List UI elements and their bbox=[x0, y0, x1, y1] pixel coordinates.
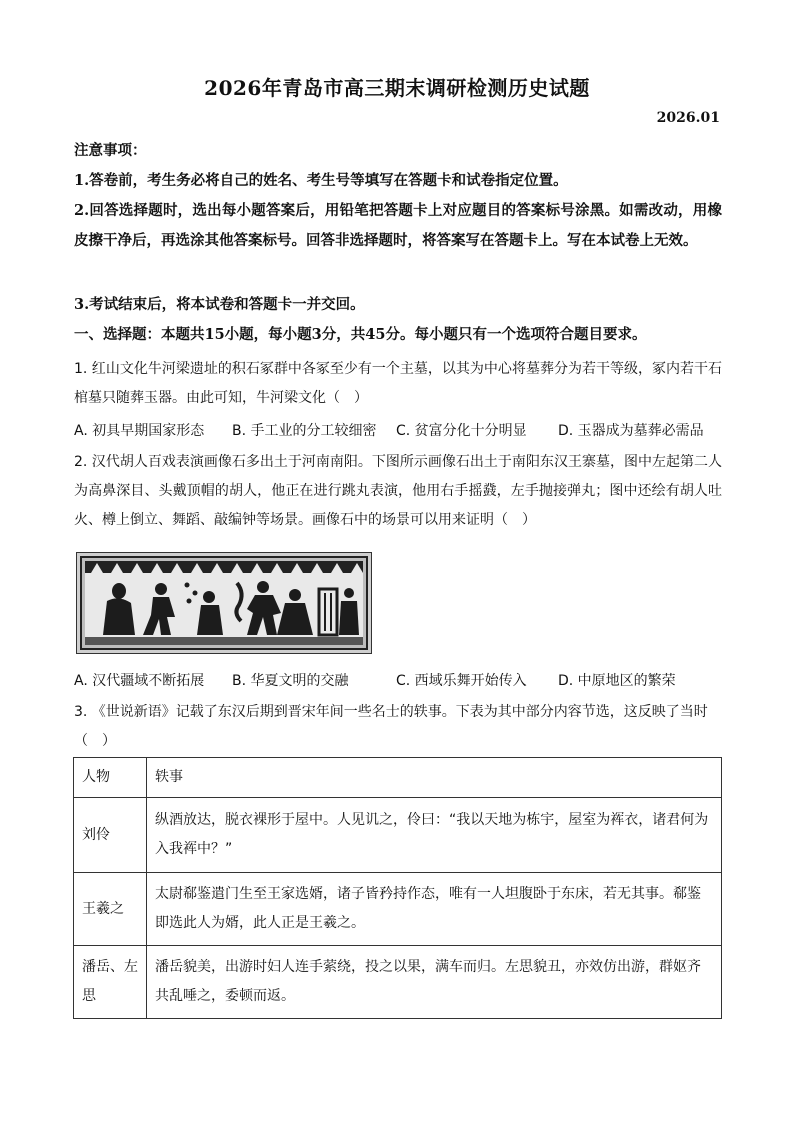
exam-title: 2026年青岛市高三期末调研检测历史试题 bbox=[204, 76, 590, 100]
table-header-person: 人物 bbox=[74, 758, 147, 798]
question-3-stem: 3. 《世说新语》记载了东汉后期到晋宋年间一些名士的轶事。下表为其中部分内容节选，这反映了当时（ ） bbox=[74, 704, 708, 749]
notice-item-2: 2.回答选择题时，选出每小题答案后，用铅笔把答题卡上对应题目的答案标号涂黑。如需改动，用橡皮擦干净后，再选涂其他答案标号。回答非选择题时，将答案写在答题卡上。写在本试卷上无效。 bbox=[74, 202, 722, 249]
question-2-options bbox=[74, 670, 722, 698]
option-b: B. 华夏文明的交融 bbox=[232, 673, 349, 689]
notice-heading: 注意事项： bbox=[74, 142, 147, 159]
table-cell-person: 潘岳、左思 bbox=[74, 946, 147, 1019]
table-cell-person: 刘伶 bbox=[74, 798, 147, 873]
option-c: C. 贫富分化十分明显 bbox=[396, 423, 527, 439]
question-1-stem: 1. 红山文化牛河梁遗址的积石冢群中各冢至少有一个主墓，以其为中心将墓葬分为若干等级，冢内若干石棺墓只随葬玉器。由此可知，牛河梁文化（ ） bbox=[74, 361, 722, 406]
option-b: B. 手工业的分工较细密 bbox=[232, 423, 377, 439]
table-cell-anecdote: 太尉郗鉴遣门生至王家选婿，诸子皆矜持作态，唯有一人坦腹卧于东床，若无其事。郗鉴即选此人为婿，此人正是王羲之。 bbox=[147, 873, 722, 946]
stone-relief-illustration bbox=[77, 553, 371, 653]
notice-item-3: 3.考试结束后，将本试卷和答题卡一并交回。 bbox=[74, 296, 365, 313]
option-d: D. 玉器成为墓葬必需品 bbox=[558, 423, 704, 439]
option-d: D. 中原地区的繁荣 bbox=[558, 673, 676, 689]
exam-date: 2026.01 bbox=[656, 110, 720, 126]
option-a: A. 初具早期国家形态 bbox=[74, 423, 205, 439]
table-cell-person: 王羲之 bbox=[74, 873, 147, 946]
option-c: C. 西域乐舞开始传入 bbox=[396, 673, 527, 689]
question-1-options bbox=[74, 420, 722, 448]
notice-item-1: 1.答卷前，考生务必将自己的姓名、考生号等填写在答题卡和试卷指定位置。 bbox=[74, 172, 568, 189]
table-cell-anecdote: 纵酒放达，脱衣裸形于屋中。人见讥之，伶曰：“我以天地为栋宇，屋室为裈衣，诸君何为入我裈中？” bbox=[147, 798, 722, 873]
anecdote-table bbox=[73, 757, 722, 1019]
stone-relief-image bbox=[76, 552, 372, 654]
table-row bbox=[74, 946, 722, 1019]
question-2-stem: 2. 汉代胡人百戏表演画像石多出土于河南南阳。下图所示画像石出土于南阳东汉王寨墓，图中左起第二人为高鼻深目、头戴顶帽的胡人，他正在进行跳丸表演，他用右手摇鼗，左手抛接弹丸；图中还绘有胡人吐火、樽上倒立、舞蹈、敲编钟等场景。画像石中的场景可以用来证明（ ） bbox=[74, 454, 722, 528]
table-cell-anecdote: 潘岳貌美，出游时妇人连手萦绕，投之以果，满车而归。左思貌丑，亦效仿出游，群妪齐共乱唾之，委顿而返。 bbox=[147, 946, 722, 1019]
option-a: A. 汉代疆域不断拓展 bbox=[74, 673, 205, 689]
table-row bbox=[74, 798, 722, 873]
section-heading: 一、选择题：本题共15小题，每小题3分，共45分。每小题只有一个选项符合题目要求。 bbox=[74, 326, 647, 343]
table-row bbox=[74, 873, 722, 946]
table-header-anecdote: 轶事 bbox=[147, 758, 722, 798]
table-header-row bbox=[74, 758, 722, 798]
